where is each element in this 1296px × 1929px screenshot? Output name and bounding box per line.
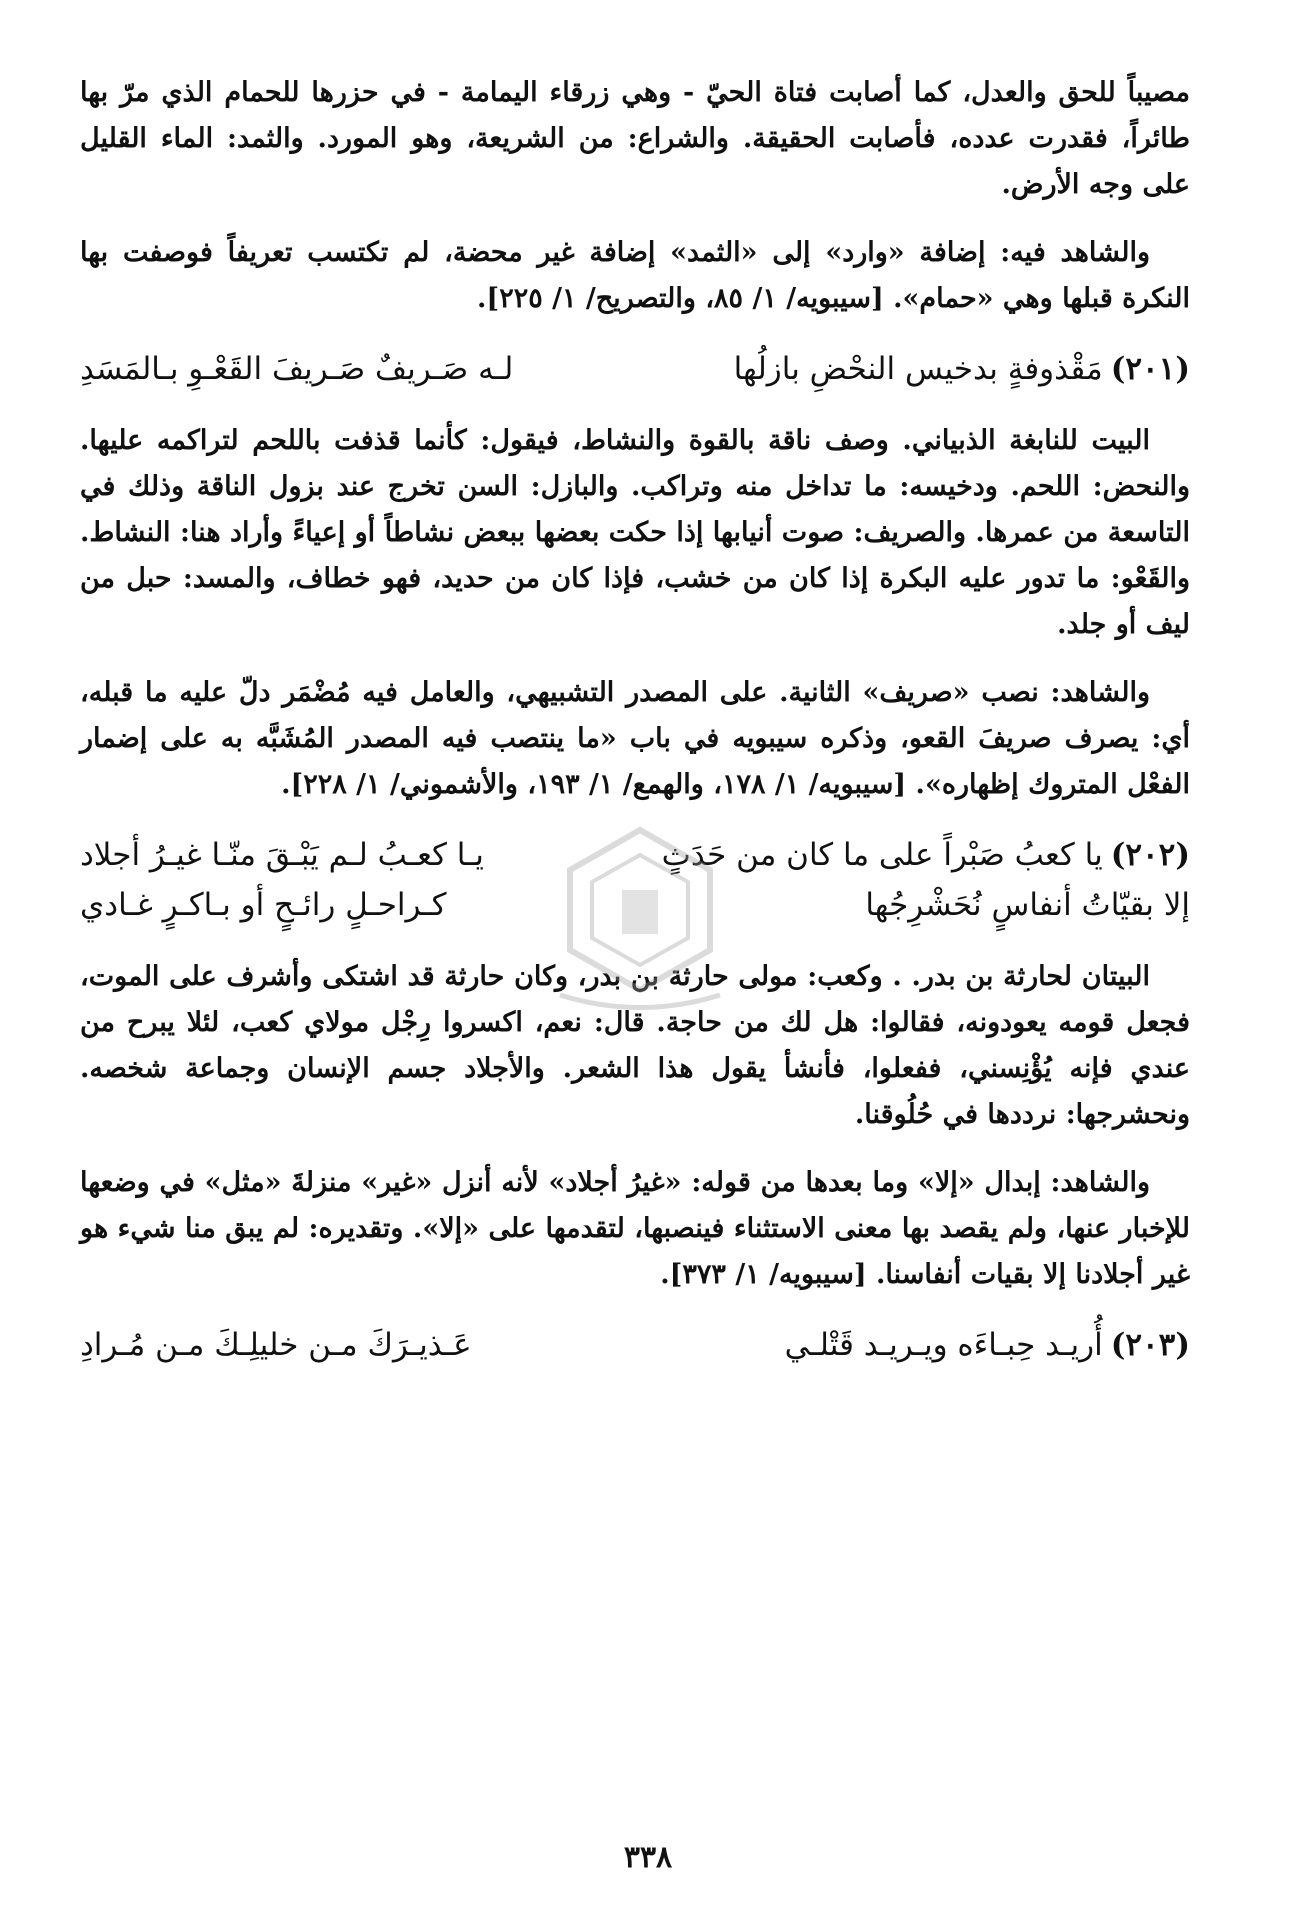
verse-201-line (80, 344, 1190, 394)
paragraph-witness-201: والشاهد: نصب «صريف» الثانية. على المصدر التشبيهي، والعامل فيه مُضْمَر دلّ عليه ما قبله، أي: يصرف صريفَ القعو، وذكره سيبويه في باب «ما ينتصب فيه المصدر المُشَبَّه به على إضمار الفعْل المتروك إظهاره». [سيبويه/ ١/ ١٧٨، والهمع/ ١/ ١٩٣، والأشموني/ ١/ ٢٢٨]. (80, 677, 1190, 800)
verse-202-line-1-first-hemistich (662, 830, 1190, 880)
verse-201-number: (٢٠١) (1110, 351, 1190, 387)
verse-201-first-hemistich (670, 344, 1190, 394)
verse-202-line-1 (80, 830, 1190, 880)
verse-203-first-text: أُريـد حِبـاءَه ويـريـد قَتْلـي (784, 1327, 1103, 1363)
verse-202-line-2 (80, 880, 1190, 930)
page-number: ٣٣٨ (623, 1840, 673, 1875)
verse-203-number: (٢٠٣) (1110, 1327, 1190, 1363)
verse-201-second-hemistich: لـه صَـريفٌ صَـريفَ القَعْـوِ بـالمَسَدِ (80, 351, 514, 387)
verse-202-line-1-first-text: يا كعبُ صَبْراً على ما كان من حَدَثٍ (661, 837, 1103, 873)
verse-202-line-1-second-hemistich: يـا كعـبُ لـم يَبْـقَ منّـا غيـرُ أجلاد (80, 837, 484, 873)
verse-201-first-text: مَقْذوفةٍ بدخيس النحْضِ بازلُها (733, 351, 1103, 387)
paragraph-commentary-201: البيت للنابغة الذبياني. وصف ناقة بالقوة والنشاط، فيقول: كأنما قذفت باللحم لتراكمه عليها. والنحض: اللحم. ودخيسه: ما تداخل منه وتراكب. والبازل: السن تخرج عند بزول الناقة وذلك في التاسعة من عمرها. والصريف: صوت أنيابها إذا حكت بعضها ببعض نشاطاً أو إعياءً وأراد هنا: النشاط. والقَعْو: ما تدور عليه البكرة إذا كان من خشب، فإذا كان من حديد، فهو خطاف، والمسد: حبل من ليف أو جلد. (80, 425, 1191, 640)
page-body (80, 70, 1190, 1394)
verse-202 (80, 830, 1190, 930)
verse-203 (80, 1320, 1190, 1370)
verse-203-first-hemistich (670, 1320, 1190, 1370)
verse-202-number: (٢٠٢) (1110, 837, 1190, 873)
verse-202-line-2-first-hemistich: إلا بقيّاتُ أنفاسٍ نُحَشْرِجُها (865, 887, 1190, 923)
verse-203-line (80, 1320, 1190, 1370)
paragraph-commentary-202: البيتان لحارثة بن بدر. . وكعب: مولى حارثة بن بدر، وكان حارثة قد اشتكى وأشرف على الموت، فجعل قومه يعودونه، فقالوا: هل لك من حاجة. قال: نعم، اكسروا رِجْل مولاي كعب، لئلا يبرح من عندي فإنه يُؤْنِسني، ففعلوا، فأنشأ يقول هذا الشعر. والأجلاد جسم الإنسان وجماعة شخصه. ونحشرجها: نرددها في حُلُوقنا. (80, 961, 1190, 1130)
verse-202-line-2-second-hemistich: كـراحـلٍ رائـحٍ أو بـاكـرٍ غـادي (80, 887, 447, 923)
verse-203-second-hemistich: عَـذيـرَكَ مـن خليلِـكَ مـن مُـرادِ (80, 1327, 472, 1363)
verse-201 (80, 344, 1190, 394)
paragraph-witness-202: والشاهد: إبدال «إلا» وما بعدها من قوله: «غيرُ أجلاد» لأنه أنزل «غير» منزلةَ «مثل» في وضعها للإخبار عنها، ولم يقصد بها معنى الاستثناء فينصبها، لتقدمها على «إلا». وتقديره: لم يبق منا شيء هو غير أجلادنا إلا بقيات أنفاسنا. [سيبويه/ ١/ ٣٧٣]. (80, 1167, 1190, 1290)
paragraph-commentary-200: مصيباً للحق والعدل، كما أصابت فتاة الحيّ - وهي زرقاء اليمامة - في حزرها للحمام الذي مرّ بها طائراً، فقدرت عدده، فأصابت الحقيقة. والشراع: من الشريعة، وهو المورد. والثمد: الماء القليل على وجه الأرض. (80, 77, 1190, 200)
paragraph-witness-200: والشاهد فيه: إضافة «وارد» إلى «الثمد» إضافة غير محضة، لم تكتسب تعريفاً فوصفت بها النكرة قبلها وهي «حمام». [سيبويه/ ١/ ٨٥، والتصريح/ ١/ ٢٢٥]. (80, 237, 1190, 314)
